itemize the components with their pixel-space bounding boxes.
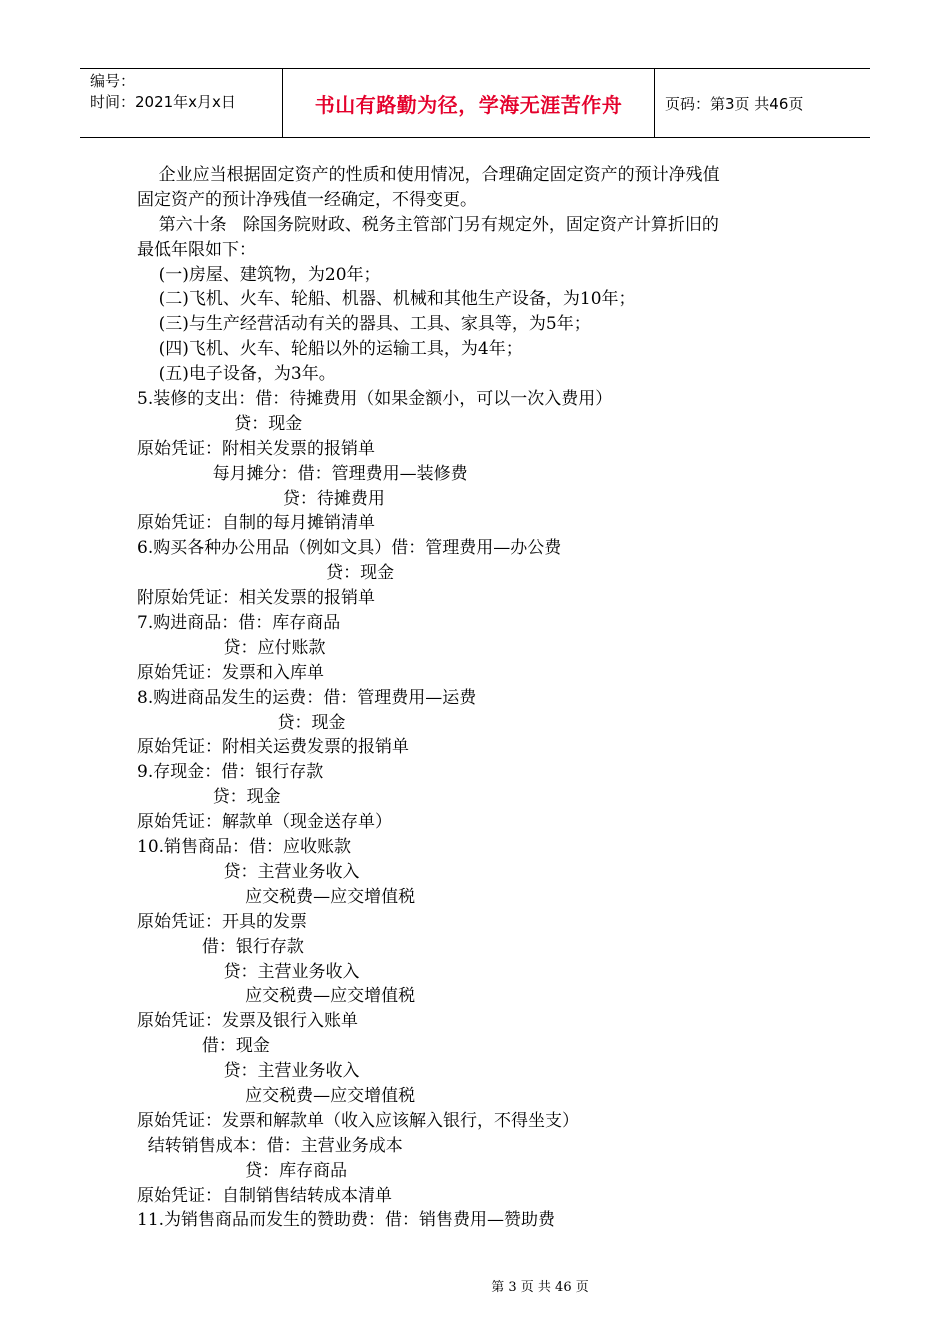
text-line: 贷：库存商品 <box>137 1160 348 1181</box>
text-line: 应交税费—应交增值税 <box>137 1085 416 1106</box>
text-line: 应交税费—应交增值税 <box>137 886 416 907</box>
page-header <box>80 68 870 138</box>
text-line: 原始凭证：附相关发票的报销单 <box>137 438 375 459</box>
document-time-label: 时间：2021年x月x日 <box>90 93 236 111</box>
text-line: 第六十条 除国务院财政、税务主管部门另有规定外，固定资产计算折旧的 <box>137 214 719 235</box>
page-footer <box>0 1276 950 1295</box>
text-line: 每月摊分：借：管理费用—装修费 <box>137 463 468 484</box>
header-page-info: 页码：第3页 共46页 <box>665 94 804 113</box>
text-line: (一)房屋、建筑物，为20年； <box>137 264 381 285</box>
text-line: 结转销售成本：借：主营业务成本 <box>137 1135 403 1156</box>
document-body <box>137 163 857 1233</box>
text-line: (三)与生产经营活动有关的器具、工具、家具等，为5年； <box>137 314 591 335</box>
text-line: 8.购进商品发生的运费：借：管理费用—运费 <box>137 687 477 708</box>
text-line: 原始凭证：发票和解款单（收入应该解入银行，不得坐支） <box>137 1110 579 1131</box>
text-line: 原始凭证：自制销售结转成本清单 <box>137 1185 392 1206</box>
text-line: 应交税费—应交增值税 <box>137 986 416 1007</box>
text-line: (五)电子设备，为3年。 <box>137 364 336 385</box>
text-line: 原始凭证：自制的每月摊销清单 <box>137 513 375 534</box>
text-line: 11.为销售商品而发生的赞助费：借：销售费用—赞助费 <box>137 1210 556 1231</box>
text-line: 原始凭证：发票及银行入账单 <box>137 1011 358 1032</box>
text-line: 企业应当根据固定资产的性质和使用情况，合理确定固定资产的预计净残值 <box>137 165 720 185</box>
text-line: 固定资产的预计净残值一经确定，不得变更。 <box>137 189 477 210</box>
document-number-label: 编号： <box>90 72 136 90</box>
text-line: 贷：现金 <box>137 787 281 808</box>
text-line: 9.存现金：借：银行存款 <box>137 762 324 783</box>
header-meta <box>80 69 283 137</box>
text-line: 5.装修的支出：借：待摊费用（如果金额小，可以一次入费用） <box>137 389 613 410</box>
text-line: 贷：现金 <box>137 712 346 733</box>
text-line: 原始凭证：发票和入库单 <box>137 662 324 683</box>
text-line: 贷：现金 <box>137 413 303 434</box>
text-line: 7.购进商品：借：库存商品 <box>137 613 341 634</box>
text-line: (四)飞机、火车、轮船以外的运输工具，为4年； <box>137 339 523 360</box>
text-line: 贷：待摊费用 <box>137 488 385 509</box>
text-line: (二)飞机、火车、轮船、机器、机械和其他生产设备，为10年； <box>137 289 636 310</box>
text-line: 最低年限如下： <box>137 239 256 260</box>
text-line: 借：银行存款 <box>137 936 304 957</box>
text-line: 10.销售商品：借：应收账款 <box>137 837 352 858</box>
text-line: 贷：主营业务收入 <box>137 1061 360 1082</box>
text-line: 借：现金 <box>137 1036 270 1057</box>
header-motto: 书山有路勤为径，学海无涯苦作舟 <box>283 69 655 137</box>
footer-page-number: 第 3 页 共 46 页 <box>491 1280 589 1295</box>
text-line: 原始凭证：附相关运费发票的报销单 <box>137 737 409 758</box>
text-line: 贷：主营业务收入 <box>137 961 360 982</box>
text-line: 原始凭证：解款单（现金送存单） <box>137 812 392 833</box>
text-line: 原始凭证：开具的发票 <box>137 911 307 932</box>
text-line: 贷：主营业务收入 <box>137 861 360 882</box>
text-line: 贷：现金 <box>137 563 395 584</box>
text-line: 6.购买各种办公用品（例如文具）借：管理费用—办公费 <box>137 538 562 559</box>
text-line: 附原始凭证：相关发票的报销单 <box>137 588 375 609</box>
text-line: 贷：应付账款 <box>137 637 326 658</box>
